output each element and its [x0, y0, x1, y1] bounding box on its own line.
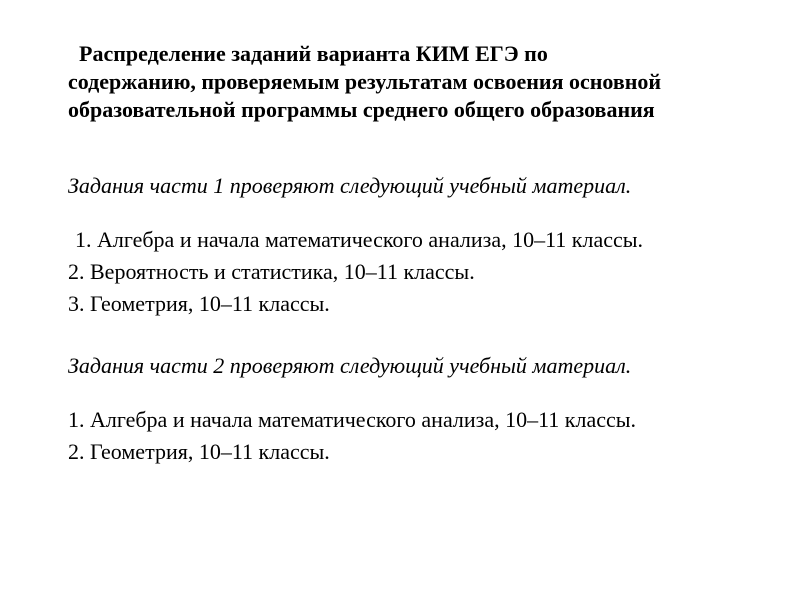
list-item: 3. Геометрия, 10–11 классы.	[68, 291, 330, 316]
part2-heading: Задания части 2 проверяют следующий учебный материал.	[68, 353, 632, 378]
part1-list	[68, 224, 800, 320]
page-title	[68, 40, 796, 124]
title-line-1: Распределение заданий варианта КИМ ЕГЭ по	[79, 41, 548, 66]
part1-heading: Задания части 1 проверяют следующий учебный материал.	[68, 173, 632, 198]
part2-list	[68, 404, 800, 468]
list-item: 2. Вероятность и статистика, 10–11 классы.	[68, 259, 475, 284]
list-item: 1. Алгебра и начала математического анализа, 10–11 классы.	[68, 407, 637, 432]
list-item: 1. Алгебра и начала математического анализа, 10–11 классы.	[75, 227, 644, 252]
title-line-3: образовательной программы среднего общего образования	[68, 97, 655, 122]
title-line-2: содержанию, проверяемым результатам освоения основной	[68, 69, 662, 94]
list-item: 2. Геометрия, 10–11 классы.	[68, 439, 330, 464]
